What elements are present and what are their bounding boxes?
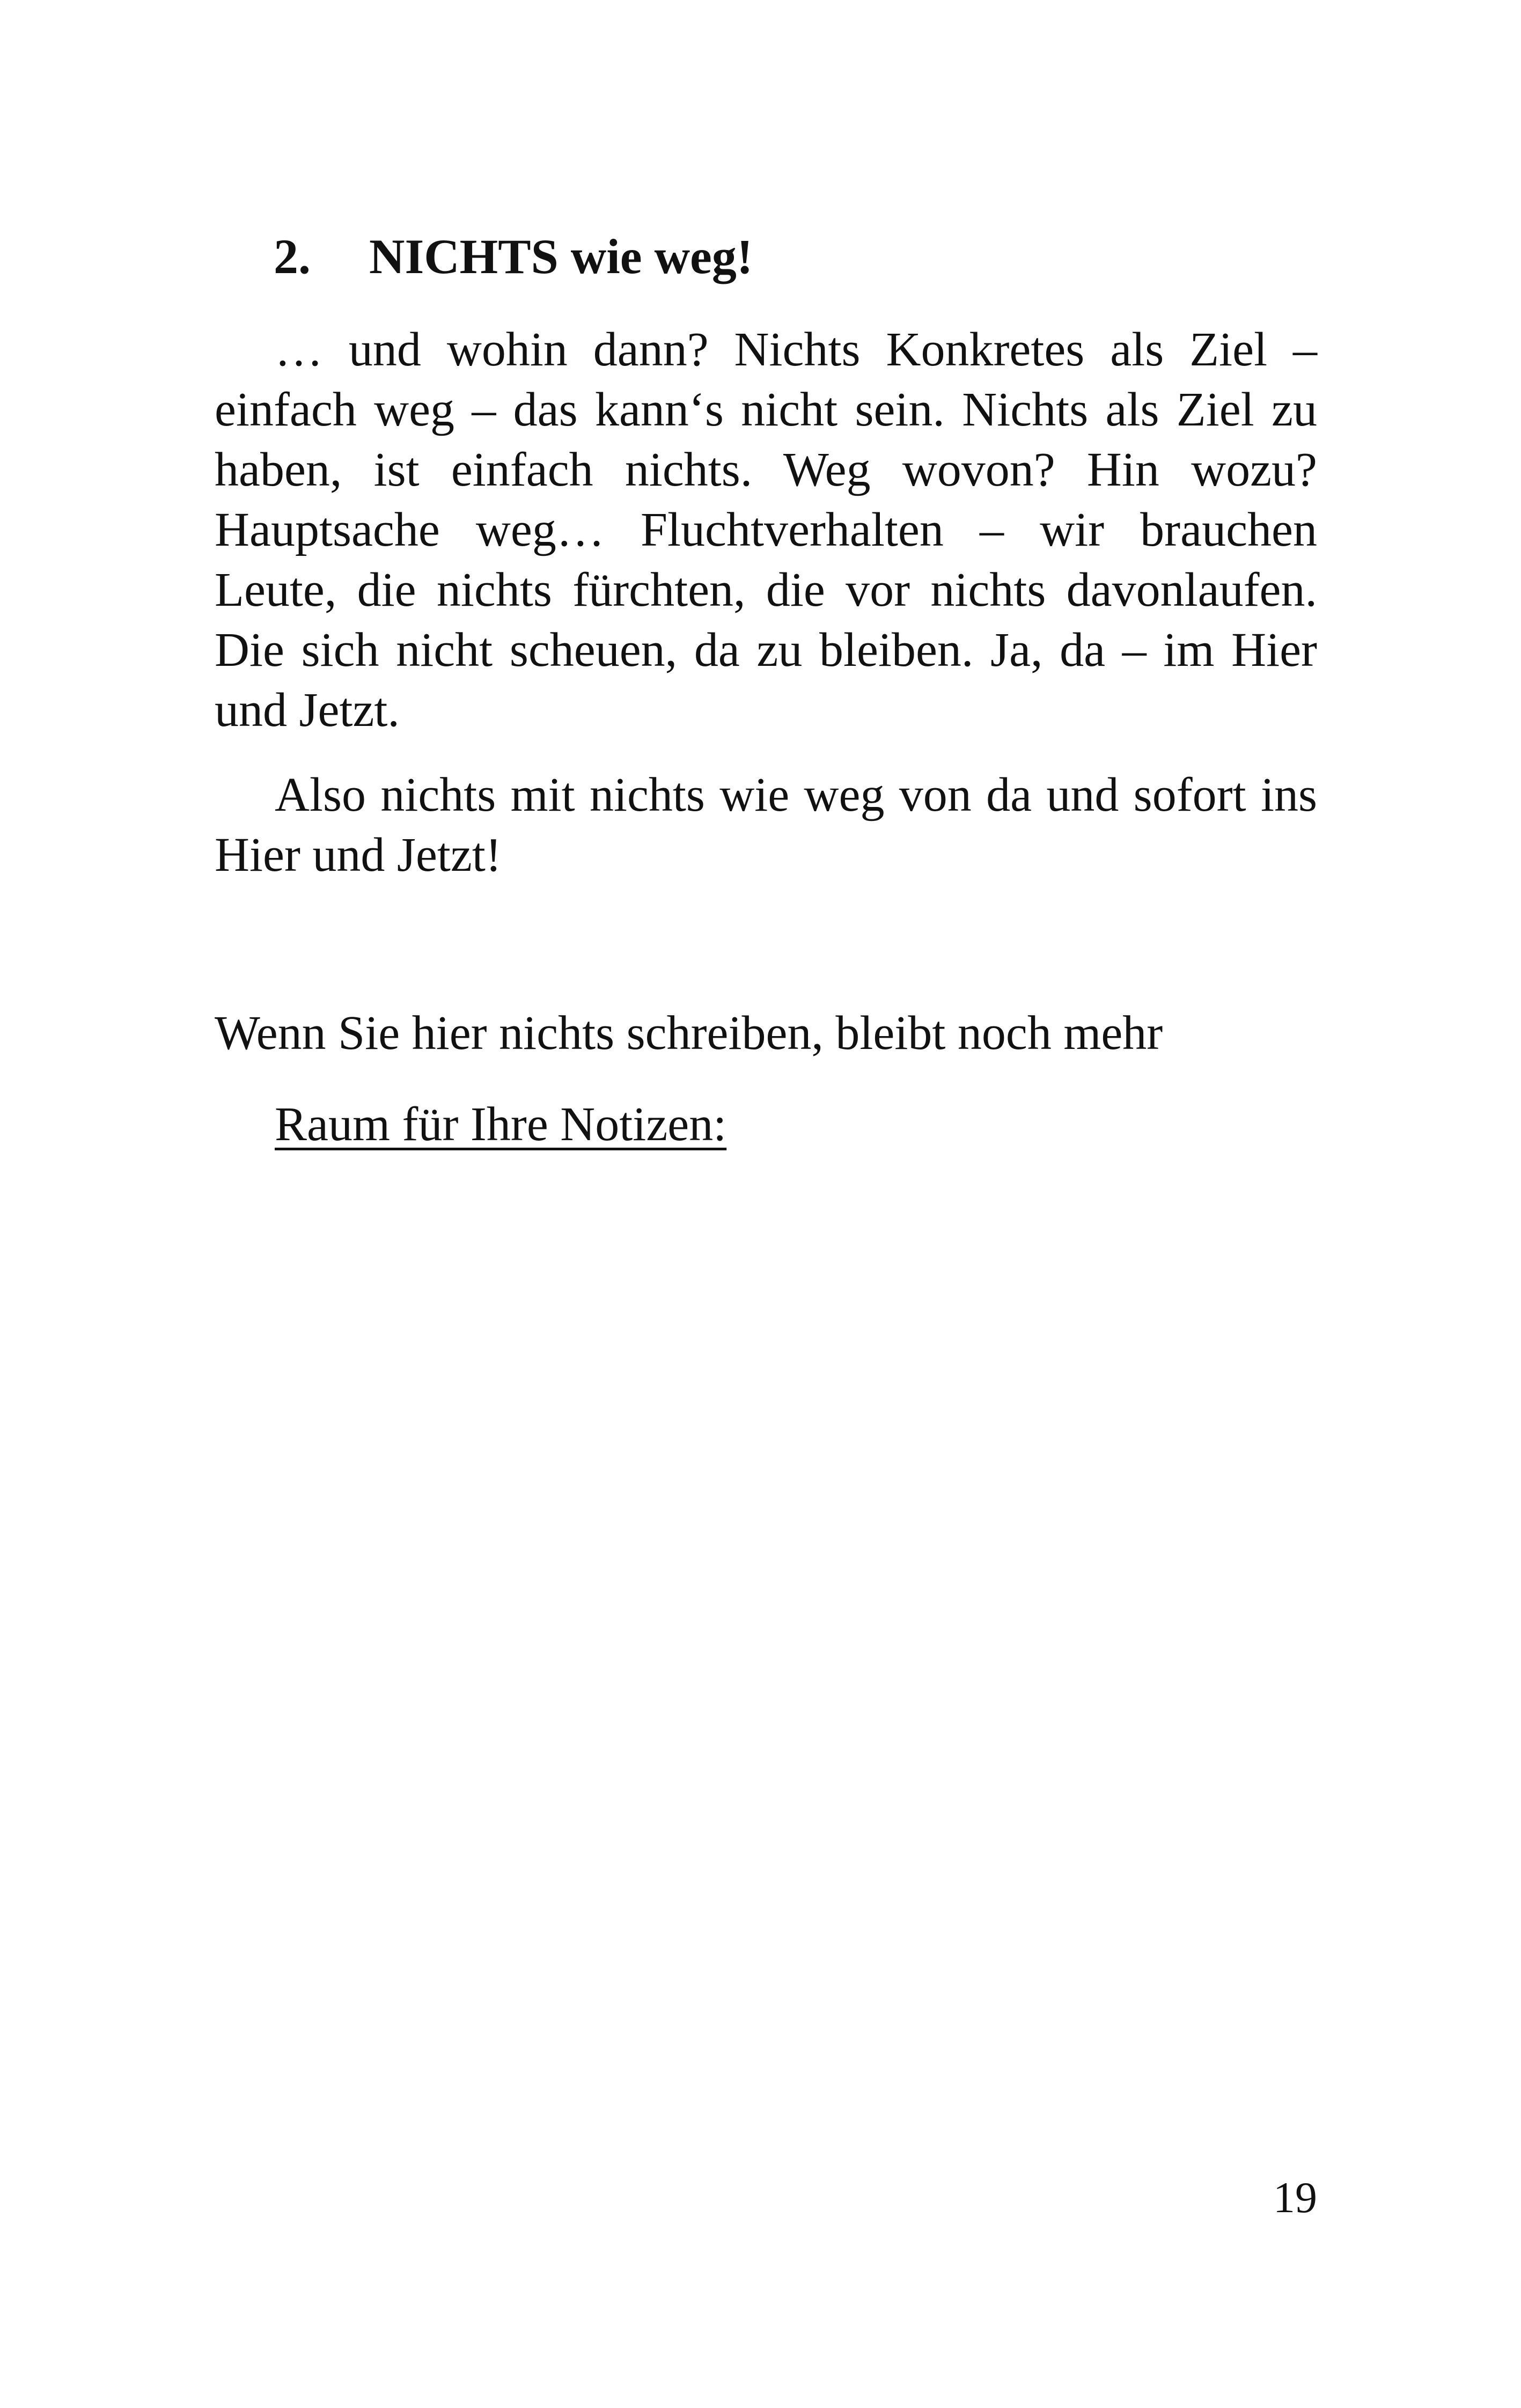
paragraph-block-2 [215, 765, 1317, 885]
paragraph-block-1 [215, 320, 1317, 740]
section-heading [274, 229, 753, 284]
notes-label: Raum für Ihre Notizen: [275, 1098, 727, 1151]
body-paragraph-1: … und wohin dann? Nichts Konkretes als Ziel – einfach weg – das kann‘s nicht sein. Nichts als Ziel zu haben, ist einfach nichts. Weg wovon? Hin wozu? Hauptsache weg… Fluchtverhalten – wir brauchen Leute, die nichts fürchten, die vor nichts davonlaufen. Die sich nicht scheuen, da zu bleiben. Ja, da – im Hier und Jetzt. [215, 323, 1317, 737]
section-number: 2. [274, 229, 311, 284]
body-paragraph-2: Also nichts mit nichts wie weg von da und sofort ins Hier und Jetzt! [215, 768, 1317, 882]
notes-lead-text: Wenn Sie hier nichts schreiben, bleibt noch mehr [215, 1007, 1163, 1060]
page-number: 19 [1273, 2173, 1317, 2222]
section-title: NICHTS wie weg! [369, 229, 753, 284]
